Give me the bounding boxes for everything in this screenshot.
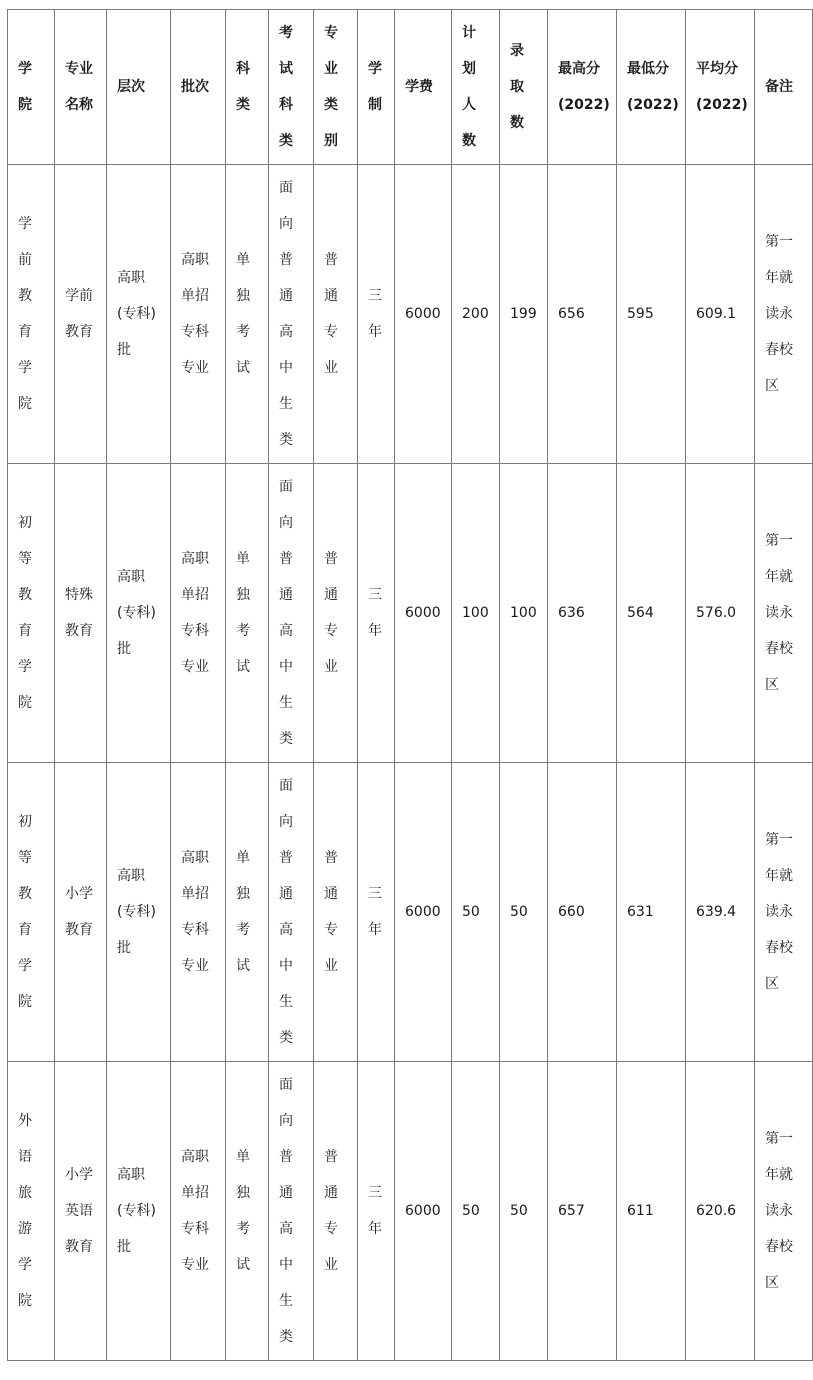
- cell-tuition: 6000: [395, 464, 452, 763]
- cell-max-score: 656: [548, 165, 617, 464]
- cell-major-name: 小学 英语 教育: [55, 1062, 107, 1361]
- cell-avg-score: 620.6: [686, 1062, 755, 1361]
- header-college: 学 院: [8, 10, 55, 165]
- cell-tuition: 6000: [395, 763, 452, 1062]
- cell-college: 初 等 教 育 学 院: [8, 464, 55, 763]
- cell-max-score: 657: [548, 1062, 617, 1361]
- cell-subject-category: 单 独 考 试: [226, 464, 269, 763]
- cell-min-score: 631: [617, 763, 686, 1062]
- header-tuition: 学费: [395, 10, 452, 165]
- cell-min-score: 564: [617, 464, 686, 763]
- cell-major-type: 普 通 专 业: [314, 464, 358, 763]
- header-avg-score: 平均分 (2022): [686, 10, 755, 165]
- cell-admitted-count: 100: [500, 464, 548, 763]
- cell-avg-score: 576.0: [686, 464, 755, 763]
- cell-max-score: 636: [548, 464, 617, 763]
- header-batch: 批次: [171, 10, 226, 165]
- cell-major-name: 学前 教育: [55, 165, 107, 464]
- cell-tuition: 6000: [395, 1062, 452, 1361]
- header-plan-count: 计 划 人 数: [452, 10, 500, 165]
- cell-avg-score: 639.4: [686, 763, 755, 1062]
- cell-batch: 高职 单招 专科 专业: [171, 165, 226, 464]
- cell-batch: 高职 单招 专科 专业: [171, 763, 226, 1062]
- cell-note: 第一 年就 读永 春校 区: [755, 763, 813, 1062]
- cell-duration: 三 年: [358, 763, 395, 1062]
- table-row: [8, 464, 813, 763]
- cell-duration: 三 年: [358, 165, 395, 464]
- header-exam-type: 考 试 科 类: [269, 10, 314, 165]
- header-major-type: 专 业 类 别: [314, 10, 358, 165]
- header-min-score: 最低分 (2022): [617, 10, 686, 165]
- cell-level: 高职 (专科) 批: [107, 165, 171, 464]
- cell-min-score: 611: [617, 1062, 686, 1361]
- cell-level: 高职 (专科) 批: [107, 763, 171, 1062]
- header-level: 层次: [107, 10, 171, 165]
- cell-major-type: 普 通 专 业: [314, 165, 358, 464]
- cell-admitted-count: 50: [500, 763, 548, 1062]
- cell-major-type: 普 通 专 业: [314, 1062, 358, 1361]
- cell-avg-score: 609.1: [686, 165, 755, 464]
- table-row: [8, 763, 813, 1062]
- admission-table: [7, 9, 813, 1361]
- cell-level: 高职 (专科) 批: [107, 464, 171, 763]
- cell-plan-count: 200: [452, 165, 500, 464]
- cell-note: 第一 年就 读永 春校 区: [755, 464, 813, 763]
- cell-duration: 三 年: [358, 464, 395, 763]
- cell-batch: 高职 单招 专科 专业: [171, 1062, 226, 1361]
- cell-major-name: 特殊 教育: [55, 464, 107, 763]
- cell-major-name: 小学 教育: [55, 763, 107, 1062]
- header-note: 备注: [755, 10, 813, 165]
- cell-exam-type: 面 向 普 通 高 中 生 类: [269, 763, 314, 1062]
- cell-batch: 高职 单招 专科 专业: [171, 464, 226, 763]
- cell-subject-category: 单 独 考 试: [226, 165, 269, 464]
- cell-level: 高职 (专科) 批: [107, 1062, 171, 1361]
- cell-subject-category: 单 独 考 试: [226, 763, 269, 1062]
- header-max-score: 最高分 (2022): [548, 10, 617, 165]
- cell-plan-count: 50: [452, 763, 500, 1062]
- cell-subject-category: 单 独 考 试: [226, 1062, 269, 1361]
- cell-college: 外 语 旅 游 学 院: [8, 1062, 55, 1361]
- cell-note: 第一 年就 读永 春校 区: [755, 1062, 813, 1361]
- cell-admitted-count: 199: [500, 165, 548, 464]
- cell-plan-count: 50: [452, 1062, 500, 1361]
- cell-exam-type: 面 向 普 通 高 中 生 类: [269, 464, 314, 763]
- cell-plan-count: 100: [452, 464, 500, 763]
- table-row: [8, 1062, 813, 1361]
- cell-max-score: 660: [548, 763, 617, 1062]
- table-row: [8, 165, 813, 464]
- header-duration: 学 制: [358, 10, 395, 165]
- cell-major-type: 普 通 专 业: [314, 763, 358, 1062]
- cell-exam-type: 面 向 普 通 高 中 生 类: [269, 165, 314, 464]
- cell-exam-type: 面 向 普 通 高 中 生 类: [269, 1062, 314, 1361]
- cell-college: 初 等 教 育 学 院: [8, 763, 55, 1062]
- cell-college: 学 前 教 育 学 院: [8, 165, 55, 464]
- cell-tuition: 6000: [395, 165, 452, 464]
- cell-note: 第一 年就 读永 春校 区: [755, 165, 813, 464]
- header-row: [8, 10, 813, 165]
- cell-min-score: 595: [617, 165, 686, 464]
- header-admitted-count: 录 取 数: [500, 10, 548, 165]
- cell-duration: 三 年: [358, 1062, 395, 1361]
- header-major-name: 专业 名称: [55, 10, 107, 165]
- cell-admitted-count: 50: [500, 1062, 548, 1361]
- header-subject-category: 科 类: [226, 10, 269, 165]
